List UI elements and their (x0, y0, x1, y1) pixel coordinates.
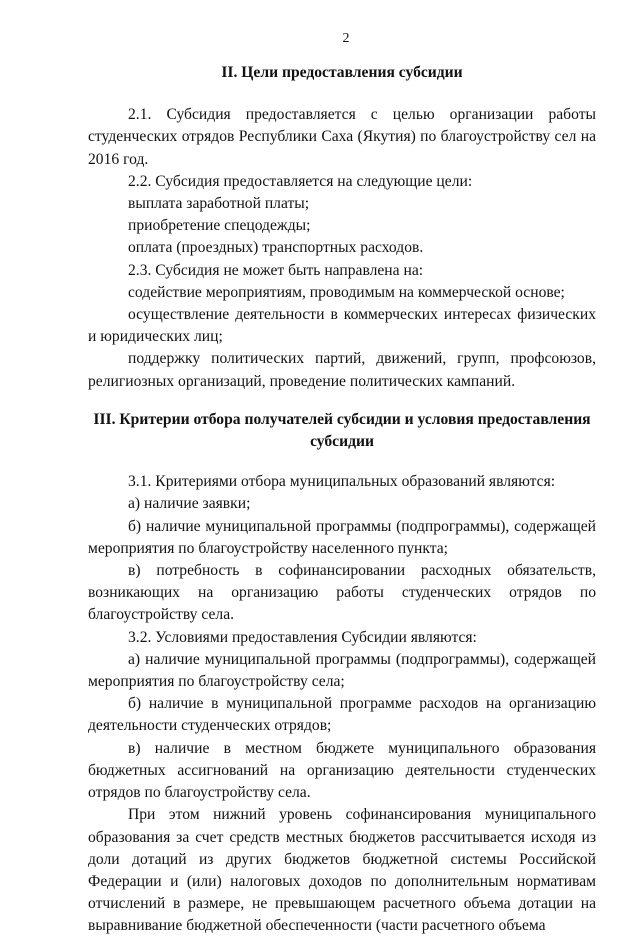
list-item-workwear: приобретение спецодежды; (128, 217, 311, 235)
list-item-transport: оплата (проездных) транспортных расходов. (128, 239, 424, 257)
paragraph-3-1: 3.1. Критериями отбора муниципальных образований являются: (128, 473, 556, 491)
paragraph-2-1: 2.1. Субсидия предоставляется с целью организации работы студенческих отрядов Республики Саха (Якутия) по благоустройству сел на 2016 год. (88, 106, 596, 168)
criterion-c: в) потребность в софинансировании расходных обязательств, возникающих на организацию работы студенческих отрядов по благоустройству села. (88, 562, 596, 624)
condition-a: а) наличие муниципальной программы (подпрограммы), содержащей мероприятия по благоустройству села; (88, 650, 596, 691)
list-item-commercial-interests: осуществление деятельности в коммерческих интересах физических и юридических лиц; (88, 306, 596, 346)
document-page (88, 30, 596, 938)
section-3-title: III. Критерии отбора получателей субсидии и условия предоставления субсидии (93, 410, 591, 451)
paragraph-2-3: 2.3. Субсидия не может быть направлена на: (128, 261, 424, 279)
criterion-b: б) наличие муниципальной программы (подпрограммы), содержащей мероприятия по благоустройству населенного пункта; (88, 517, 596, 557)
paragraph-2-2: 2.2. Субсидия предоставляется на следующие цели: (128, 172, 473, 190)
condition-b: б) наличие в муниципальной программе расходов на организацию деятельности студенческих отрядов; (88, 695, 596, 735)
cofinancing-paragraph: При этом нижний уровень софинансирования муниципального образования за счет средств местных бюджетов рассчитывается исходя из доли дотаций из других бюджетов бюджетной системы Российской Федерации и (или) налоговых доходов по дополнительным нормативам отчислений в размере, не превышающем расчетного объема дотации на выравнивание бюджетной обеспеченности (части расчетного объема (88, 806, 596, 935)
paragraph-3-2: 3.2. Условиями предоставления Субсидии являются: (128, 628, 477, 646)
criterion-a: а) наличие заявки; (128, 495, 251, 513)
list-item-political-support: поддержку политических партий, движений, групп, профсоюзов, религиозных организаций, проведение политических кампаний. (88, 350, 596, 390)
list-item-commercial-events: содействие мероприятиям, проводимым на коммерческой основе; (128, 283, 565, 301)
condition-c: в) наличие в местном бюджете муниципального образования бюджетных ассигнований на организацию деятельности студенческих отрядов по благоустройству села. (88, 739, 596, 802)
page-number: 2 (342, 31, 350, 46)
list-item-salary: выплата заработной платы; (128, 195, 310, 213)
section-2-title: II. Цели предоставления субсидии (221, 64, 463, 81)
